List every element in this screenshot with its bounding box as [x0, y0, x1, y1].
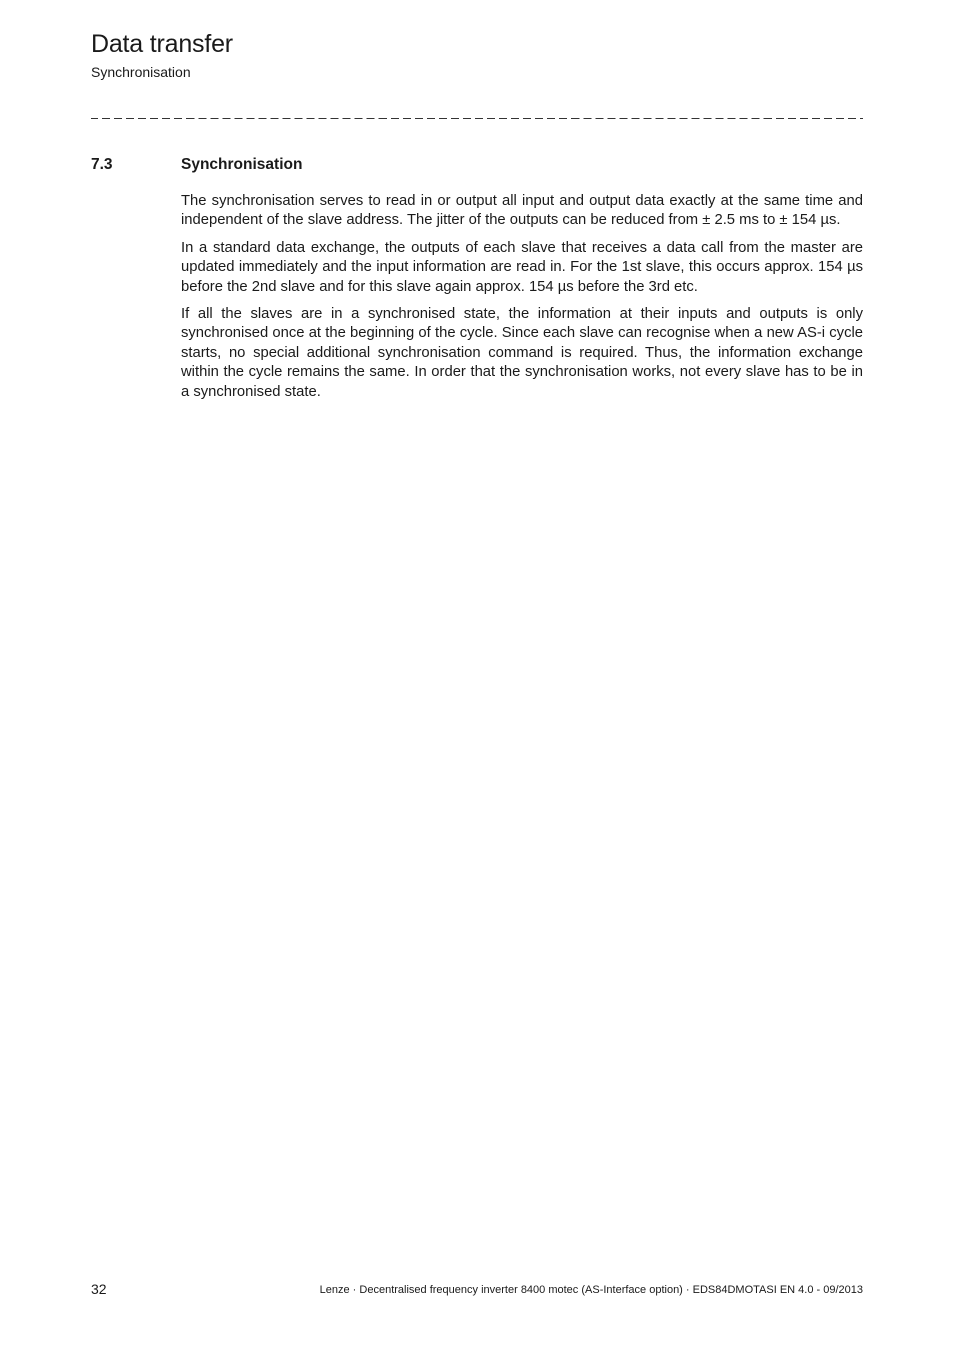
page-footer — [91, 1280, 863, 1300]
page-header — [91, 28, 863, 82]
section-body — [181, 192, 863, 410]
paragraph: The synchronisation serves to read in or output all input and output data exactly at the same time and independent of the slave address. The jitter of the outputs can be reduced from ± 2.5 ms to ± 154 µs. — [181, 193, 863, 229]
paragraph: If all the slaves are in a synchronised state, the information at their inputs and outputs is only synchronised once at the beginning of the cycle. Since each slave can recognise when a new AS-i cycle starts, no special additional synchronisation command is required. Thus, the information exchange within the cycle remains the same. In order that the synchronisation works, not every slave has to be in a synchronised state. — [181, 306, 863, 400]
section-number: 7.3 — [91, 156, 113, 173]
section-heading — [91, 154, 863, 176]
footer-document-info: Lenze · Decentralised frequency inverter 8400 motec (AS-Interface option) · EDS84DMOTASI EN 4.0 - 09/2013 — [319, 1284, 863, 1296]
chapter-title: Data transfer — [91, 30, 233, 58]
header-separator — [91, 118, 863, 119]
paragraph: In a standard data exchange, the outputs of each slave that receives a data call from the master are updated immediately and the input information are read in. For the 1st slave, this occurs approx. 154 µs before the 2nd slave and for this slave again approx. 154 µs before the 3rd etc. — [181, 239, 863, 295]
page-number: 32 — [91, 1281, 107, 1297]
section-title: Synchronisation — [181, 156, 303, 173]
header-subtitle: Synchronisation — [91, 64, 191, 80]
